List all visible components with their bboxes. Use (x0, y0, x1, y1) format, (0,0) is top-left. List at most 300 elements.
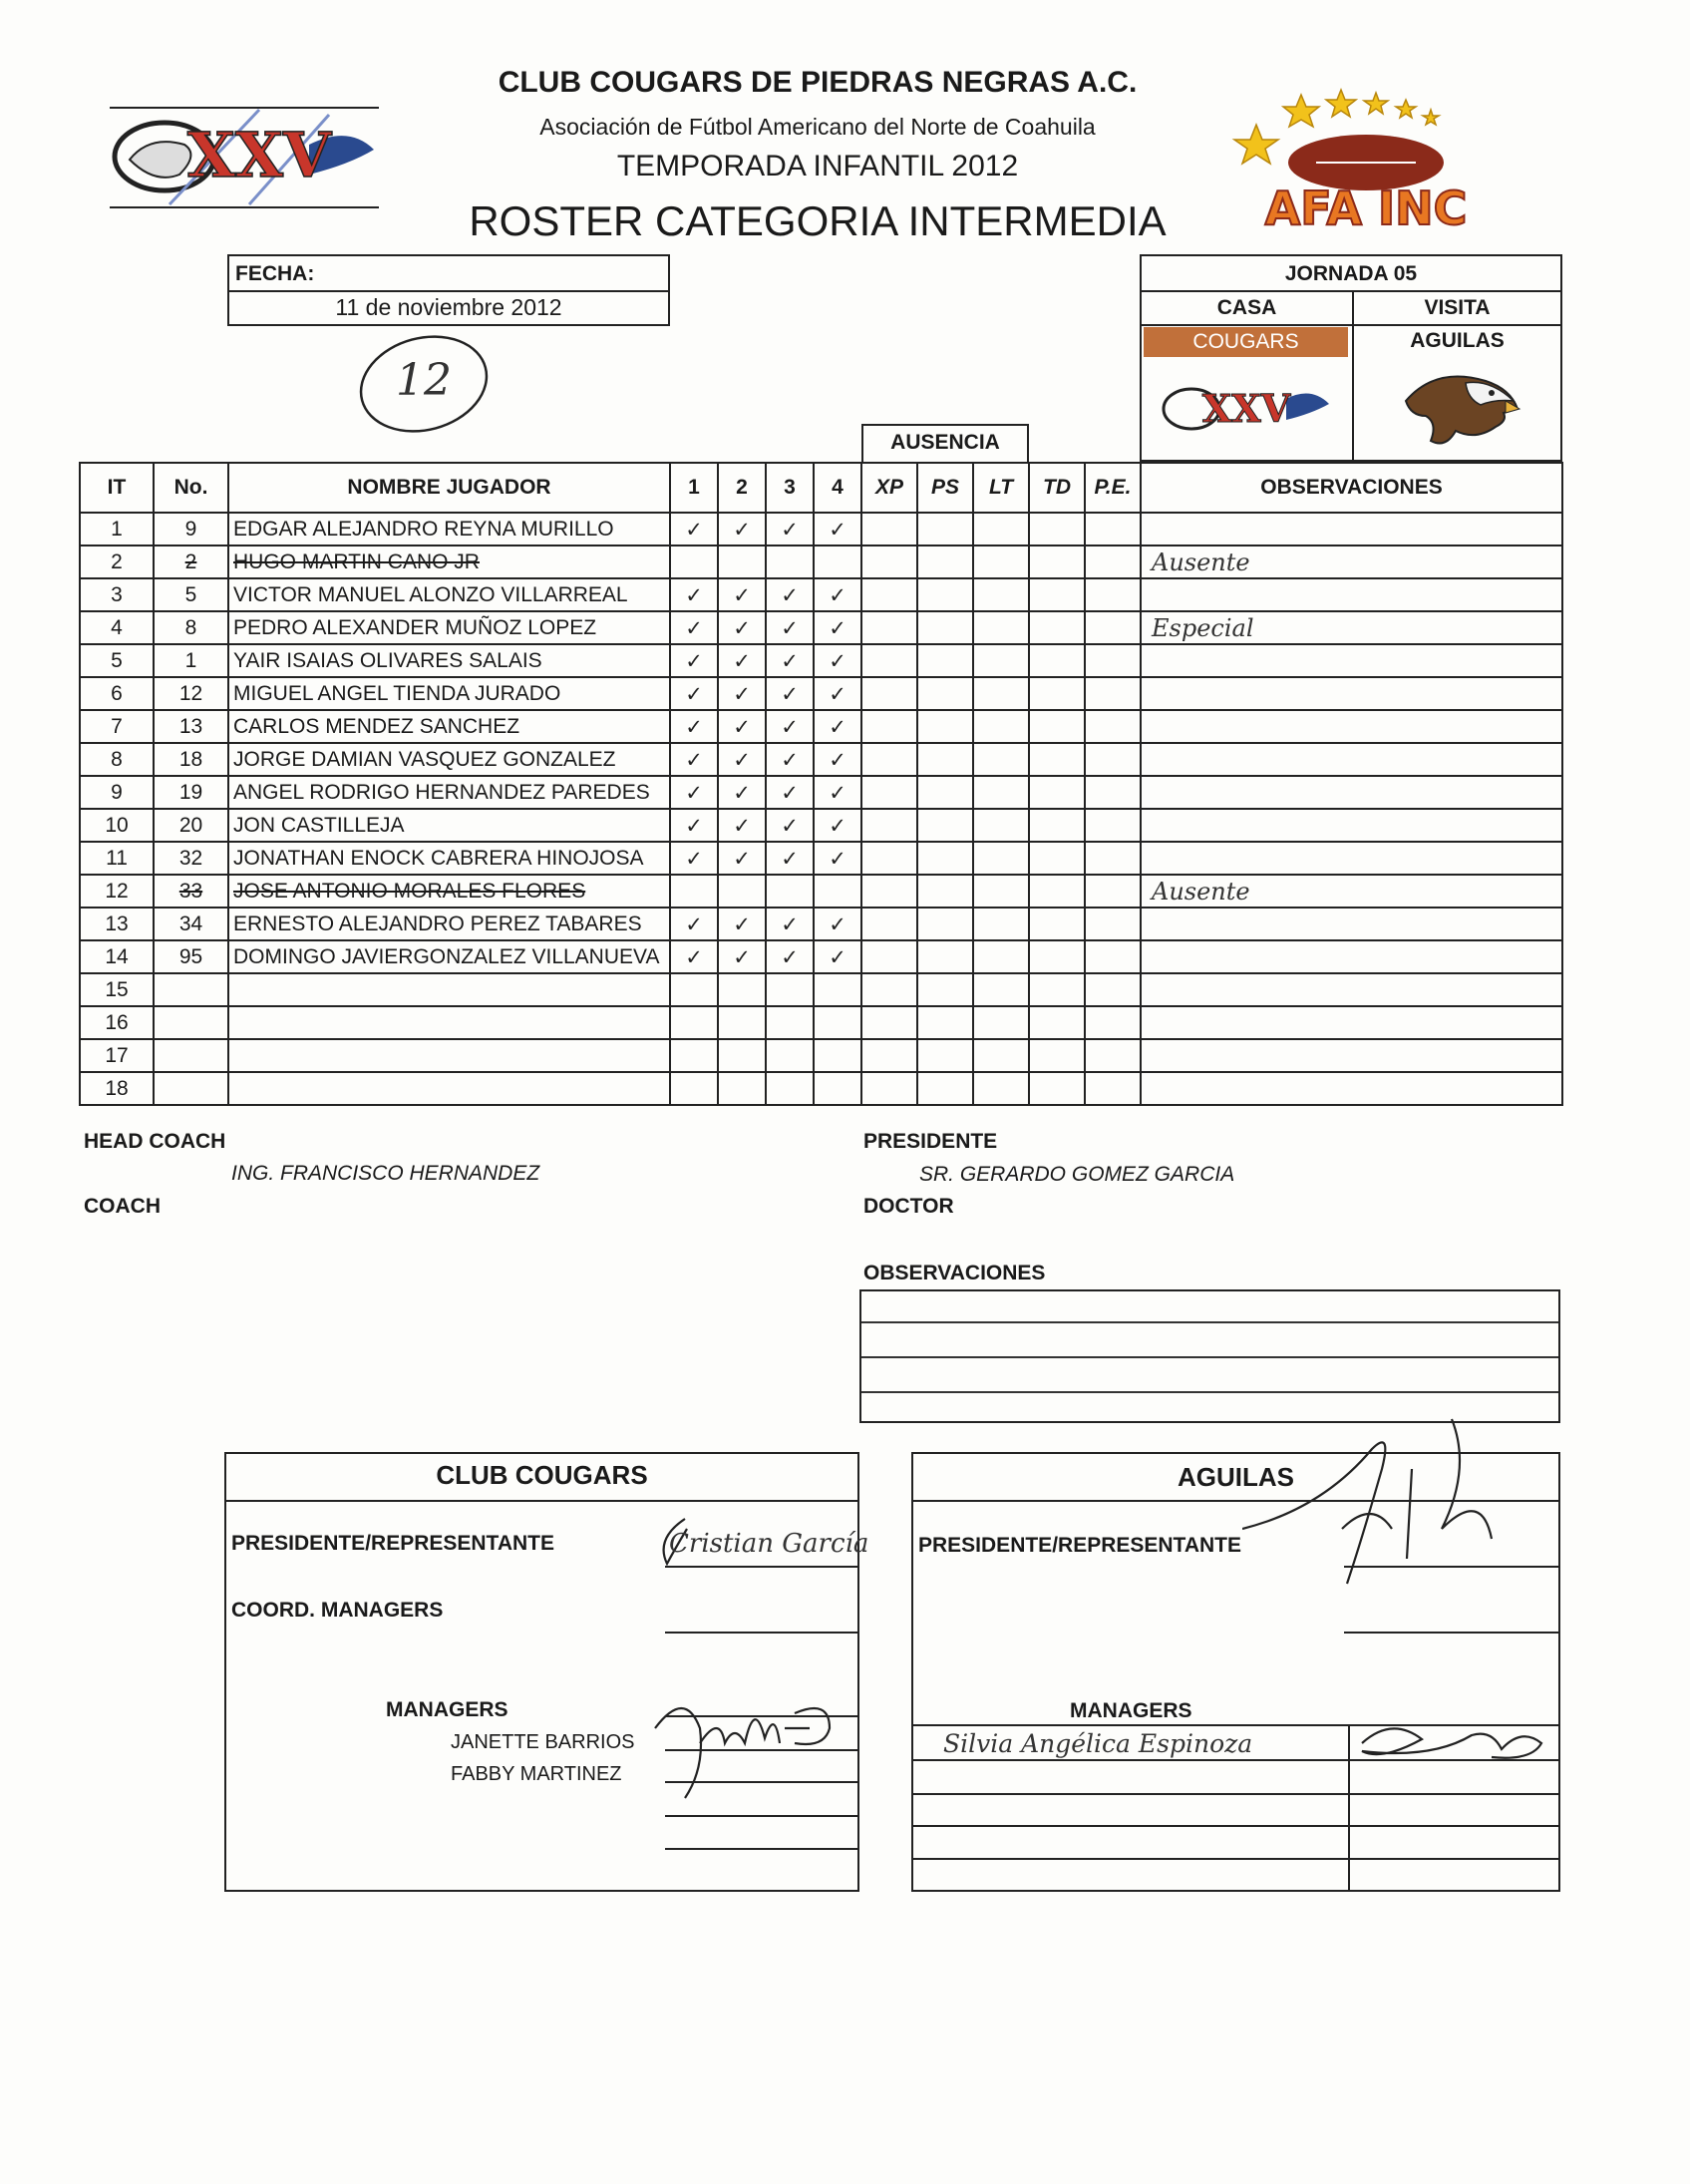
row-ausencia-cell (917, 1039, 973, 1072)
row-player-name (228, 1072, 670, 1105)
row-quarter-check: ✓ (766, 677, 814, 710)
row-ausencia-cell (1085, 940, 1141, 973)
fecha-value: 11 de noviembre 2012 (335, 294, 562, 320)
sign-away-presidente-label: PRESIDENTE/REPRESENTANTE (918, 1534, 1241, 1557)
row-quarter-check (670, 546, 718, 578)
row-quarter-check: ✓ (766, 578, 814, 611)
table-row (80, 1006, 1562, 1039)
row-number (154, 973, 228, 1006)
row-ausencia-cell (861, 743, 917, 776)
table-row (80, 973, 1562, 1006)
row-ausencia-cell (1029, 513, 1085, 546)
row-ausencia-cell (973, 973, 1029, 1006)
row-ausencia-cell (1029, 611, 1085, 644)
col-td: TD (1029, 463, 1085, 513)
row-ausencia-cell (1085, 1072, 1141, 1105)
sign-away-manager-handwritten: Silvia Angélica Espinoza (943, 1729, 1253, 1758)
row-ausencia-cell (917, 842, 973, 875)
col-it: IT (80, 463, 154, 513)
row-ausencia-cell (1085, 644, 1141, 677)
head-coach-name: ING. FRANCISCO HERNANDEZ (231, 1162, 540, 1185)
row-ausencia-cell (973, 743, 1029, 776)
row-quarter-check: ✓ (670, 710, 718, 743)
row-quarter-check: ✓ (766, 513, 814, 546)
row-ausencia-cell (1085, 1006, 1141, 1039)
roster-title: ROSTER CATEGORIA INTERMEDIA (469, 197, 1167, 244)
row-ausencia-cell (861, 973, 917, 1006)
sign-away-title: AGUILAS (1178, 1462, 1294, 1492)
row-it: 7 (80, 710, 154, 743)
sign-home-manager-2: FABBY MARTINEZ (451, 1763, 622, 1785)
row-ausencia-cell (973, 908, 1029, 940)
row-ausencia-cell (1085, 1039, 1141, 1072)
col-no: No. (154, 463, 228, 513)
row-ausencia-cell (861, 940, 917, 973)
row-number: 12 (154, 677, 228, 710)
row-it: 16 (80, 1006, 154, 1039)
row-quarter-check: ✓ (670, 513, 718, 546)
row-ausencia-cell (1029, 644, 1085, 677)
row-number: 8 (154, 611, 228, 644)
row-ausencia-cell (973, 513, 1029, 546)
col-q2: 2 (718, 463, 766, 513)
row-it: 13 (80, 908, 154, 940)
sign-box-away (911, 1452, 1560, 1892)
row-quarter-check (718, 973, 766, 1006)
row-quarter-check: ✓ (766, 611, 814, 644)
row-ausencia-cell (1085, 710, 1141, 743)
afa-logo (1226, 85, 1506, 234)
row-player-name: EDGAR ALEJANDRO REYNA MURILLO (228, 513, 670, 546)
table-row (80, 842, 1562, 875)
row-quarter-check (814, 1039, 861, 1072)
row-it: 4 (80, 611, 154, 644)
row-ausencia-cell (861, 776, 917, 809)
sign-home-presidente-signature: Cristian García (655, 1509, 854, 1569)
row-ausencia-cell (917, 546, 973, 578)
row-quarter-check: ✓ (814, 809, 861, 842)
table-row (80, 546, 1562, 578)
row-ausencia-cell (861, 809, 917, 842)
row-number: 95 (154, 940, 228, 973)
row-ausencia-cell (917, 644, 973, 677)
row-quarter-check: ✓ (718, 644, 766, 677)
row-player-name (228, 1039, 670, 1072)
row-quarter-check: ✓ (814, 908, 861, 940)
row-ausencia-cell (973, 710, 1029, 743)
table-row (80, 940, 1562, 973)
row-player-name: MIGUEL ANGEL TIENDA JURADO (228, 677, 670, 710)
row-ausencia-cell (917, 611, 973, 644)
row-quarter-check (766, 1072, 814, 1105)
circled-note (354, 329, 494, 439)
observaciones-box (859, 1289, 1560, 1423)
col-q1: 1 (670, 463, 718, 513)
row-ausencia-cell (917, 578, 973, 611)
row-observaciones (1141, 940, 1562, 973)
table-row (80, 809, 1562, 842)
club-logo (110, 105, 379, 214)
row-ausencia-cell (917, 710, 973, 743)
casa-logo (1162, 374, 1331, 444)
row-quarter-check: ✓ (718, 677, 766, 710)
row-quarter-check (718, 1039, 766, 1072)
row-quarter-check: ✓ (670, 578, 718, 611)
row-number (154, 1039, 228, 1072)
row-it: 9 (80, 776, 154, 809)
row-quarter-check: ✓ (814, 644, 861, 677)
row-ausencia-cell (973, 809, 1029, 842)
col-lt: LT (973, 463, 1029, 513)
row-observaciones (1141, 513, 1562, 546)
sign-home-presidente-label: PRESIDENTE/REPRESENTANTE (231, 1532, 554, 1555)
row-number: 9 (154, 513, 228, 546)
row-player-name (228, 1006, 670, 1039)
row-observaciones (1141, 677, 1562, 710)
row-ausencia-cell (1085, 578, 1141, 611)
row-quarter-check: ✓ (814, 776, 861, 809)
row-number: 18 (154, 743, 228, 776)
row-player-name: JORGE DAMIAN VASQUEZ GONZALEZ (228, 743, 670, 776)
row-quarter-check: ✓ (718, 908, 766, 940)
sign-away-presidente-signature (1242, 1409, 1502, 1589)
row-quarter-check (814, 875, 861, 908)
doctor-label: DOCTOR (863, 1195, 954, 1218)
row-quarter-check (766, 546, 814, 578)
row-observaciones: Ausente (1141, 875, 1562, 908)
row-number (154, 1006, 228, 1039)
row-quarter-check: ✓ (766, 710, 814, 743)
sign-home-managers-signature (645, 1688, 845, 1803)
row-quarter-check (718, 1006, 766, 1039)
row-ausencia-cell (1029, 809, 1085, 842)
row-ausencia-cell (1085, 809, 1141, 842)
row-quarter-check: ✓ (670, 809, 718, 842)
row-ausencia-cell (1029, 1039, 1085, 1072)
row-quarter-check: ✓ (814, 677, 861, 710)
row-ausencia-cell (1029, 908, 1085, 940)
row-player-name: ANGEL RODRIGO HERNANDEZ PAREDES (228, 776, 670, 809)
visita-label: VISITA (1424, 296, 1491, 319)
row-ausencia-cell (861, 842, 917, 875)
row-ausencia-cell (861, 546, 917, 578)
row-ausencia-cell (917, 973, 973, 1006)
sign-home-managers-label: MANAGERS (386, 1698, 508, 1721)
table-row (80, 611, 1562, 644)
row-quarter-check: ✓ (718, 513, 766, 546)
row-it: 14 (80, 940, 154, 973)
row-ausencia-cell (1085, 677, 1141, 710)
row-ausencia-cell (973, 1039, 1029, 1072)
row-quarter-check: ✓ (670, 776, 718, 809)
sign-home-manager-1: JANETTE BARRIOS (451, 1731, 635, 1753)
table-row (80, 513, 1562, 546)
casa-label: CASA (1216, 296, 1277, 319)
row-quarter-check (718, 875, 766, 908)
coach-label: COACH (84, 1195, 161, 1218)
row-observaciones (1141, 743, 1562, 776)
row-quarter-check: ✓ (814, 611, 861, 644)
row-ausencia-cell (1085, 842, 1141, 875)
row-player-name: ERNESTO ALEJANDRO PEREZ TABARES (228, 908, 670, 940)
row-observaciones (1141, 578, 1562, 611)
row-quarter-check: ✓ (670, 677, 718, 710)
row-player-name: DOMINGO JAVIERGONZALEZ VILLANUEVA (228, 940, 670, 973)
row-ausencia-cell (917, 677, 973, 710)
row-ausencia-cell (973, 578, 1029, 611)
row-ausencia-cell (1085, 611, 1141, 644)
row-quarter-check: ✓ (670, 743, 718, 776)
row-ausencia-cell (973, 546, 1029, 578)
row-observaciones (1141, 842, 1562, 875)
row-ausencia-cell (973, 875, 1029, 908)
row-ausencia-cell (861, 1006, 917, 1039)
row-ausencia-cell (1029, 776, 1085, 809)
row-ausencia-cell (861, 578, 917, 611)
table-row (80, 776, 1562, 809)
roster-header-row (80, 463, 1562, 513)
row-quarter-check (670, 973, 718, 1006)
col-q4: 4 (814, 463, 861, 513)
row-it: 17 (80, 1039, 154, 1072)
season-title: TEMPORADA INFANTIL 2012 (616, 150, 1019, 182)
row-number: 5 (154, 578, 228, 611)
row-ausencia-cell (1029, 973, 1085, 1006)
row-number: 13 (154, 710, 228, 743)
row-quarter-check (670, 1006, 718, 1039)
head-coach-label: HEAD COACH (84, 1130, 226, 1153)
row-ausencia-cell (1085, 513, 1141, 546)
row-quarter-check (814, 546, 861, 578)
row-ausencia-cell (861, 908, 917, 940)
row-ausencia-cell (917, 809, 973, 842)
casa-team: COUGARS (1144, 327, 1348, 357)
row-player-name: YAIR ISAIAS OLIVARES SALAIS (228, 644, 670, 677)
row-ausencia-cell (1029, 743, 1085, 776)
row-ausencia-cell (861, 611, 917, 644)
table-row (80, 1039, 1562, 1072)
table-row (80, 875, 1562, 908)
row-ausencia-cell (1029, 677, 1085, 710)
row-quarter-check (814, 1072, 861, 1105)
ausencia-header (861, 424, 1029, 464)
row-quarter-check: ✓ (718, 611, 766, 644)
row-ausencia-cell (917, 1072, 973, 1105)
row-observaciones (1141, 710, 1562, 743)
row-ausencia-cell (1029, 710, 1085, 743)
casa-logo-text: XXV (1201, 386, 1291, 431)
col-q3: 3 (766, 463, 814, 513)
row-it: 2 (80, 546, 154, 578)
roster-table (79, 462, 1563, 1106)
row-observaciones: Especial (1141, 611, 1562, 644)
aguilas-logo (1396, 361, 1525, 451)
col-ps: PS (917, 463, 973, 513)
row-observaciones (1141, 1039, 1562, 1072)
row-quarter-check: ✓ (766, 776, 814, 809)
row-ausencia-cell (973, 644, 1029, 677)
fecha-label: FECHA: (235, 262, 315, 285)
row-quarter-check: ✓ (814, 842, 861, 875)
row-number: 32 (154, 842, 228, 875)
row-it: 11 (80, 842, 154, 875)
row-ausencia-cell (1029, 546, 1085, 578)
row-ausencia-cell (973, 842, 1029, 875)
row-quarter-check: ✓ (718, 809, 766, 842)
row-ausencia-cell (861, 710, 917, 743)
row-it: 1 (80, 513, 154, 546)
club-name: CLUB COUGARS DE PIEDRAS NEGRAS A.C. (498, 66, 1138, 99)
row-ausencia-cell (917, 513, 973, 546)
table-row (80, 677, 1562, 710)
row-number: 33 (154, 875, 228, 908)
row-observaciones (1141, 973, 1562, 1006)
row-quarter-check (766, 1006, 814, 1039)
row-ausencia-cell (1085, 875, 1141, 908)
row-ausencia-cell (973, 611, 1029, 644)
presidente-label: PRESIDENTE (863, 1130, 998, 1153)
row-ausencia-cell (917, 1006, 973, 1039)
row-quarter-check (718, 1072, 766, 1105)
row-ausencia-cell (861, 875, 917, 908)
jornada-title: JORNADA 05 (1284, 262, 1418, 285)
row-quarter-check (814, 1006, 861, 1039)
table-row (80, 710, 1562, 743)
table-row (80, 908, 1562, 940)
row-player-name: HUGO MARTIN CANO JR (228, 546, 670, 578)
row-observaciones (1141, 776, 1562, 809)
row-player-name: JONATHAN ENOCK CABRERA HINOJOSA (228, 842, 670, 875)
club-logo-text: XXV (186, 119, 332, 191)
row-quarter-check (814, 973, 861, 1006)
row-quarter-check: ✓ (814, 513, 861, 546)
table-row (80, 1072, 1562, 1105)
row-quarter-check: ✓ (670, 644, 718, 677)
col-xp: XP (861, 463, 917, 513)
row-it: 12 (80, 875, 154, 908)
row-ausencia-cell (917, 743, 973, 776)
table-row (80, 644, 1562, 677)
row-quarter-check (766, 1039, 814, 1072)
row-quarter-check (670, 875, 718, 908)
row-quarter-check (670, 1072, 718, 1105)
row-ausencia-cell (1085, 973, 1141, 1006)
row-ausencia-cell (1029, 940, 1085, 973)
row-ausencia-cell (917, 776, 973, 809)
sign-away-managers-label: MANAGERS (1070, 1699, 1192, 1722)
presidente-name: SR. GERARDO GOMEZ GARCIA (919, 1163, 1235, 1186)
row-ausencia-cell (973, 1006, 1029, 1039)
row-quarter-check: ✓ (814, 940, 861, 973)
fecha-box (227, 254, 670, 326)
row-number: 2 (154, 546, 228, 578)
row-observaciones (1141, 644, 1562, 677)
row-quarter-check (766, 875, 814, 908)
row-ausencia-cell (1029, 1006, 1085, 1039)
row-ausencia-cell (861, 513, 917, 546)
row-quarter-check: ✓ (814, 710, 861, 743)
row-it: 5 (80, 644, 154, 677)
row-player-name: CARLOS MENDEZ SANCHEZ (228, 710, 670, 743)
col-observaciones: OBSERVACIONES (1141, 463, 1562, 513)
row-number: 34 (154, 908, 228, 940)
row-ausencia-cell (1029, 578, 1085, 611)
row-quarter-check: ✓ (766, 908, 814, 940)
row-it: 18 (80, 1072, 154, 1105)
row-ausencia-cell (861, 644, 917, 677)
row-ausencia-cell (1085, 743, 1141, 776)
row-quarter-check (670, 1039, 718, 1072)
row-ausencia-cell (1029, 875, 1085, 908)
row-ausencia-cell (1029, 842, 1085, 875)
row-quarter-check: ✓ (670, 908, 718, 940)
observaciones-label: OBSERVACIONES (863, 1262, 1046, 1284)
row-ausencia-cell (861, 677, 917, 710)
circled-note-text: 12 (396, 355, 452, 406)
row-quarter-check: ✓ (718, 578, 766, 611)
row-quarter-check: ✓ (814, 743, 861, 776)
row-ausencia-cell (973, 776, 1029, 809)
row-it: 6 (80, 677, 154, 710)
row-observaciones: Ausente (1141, 546, 1562, 578)
sign-home-title: CLUB COUGARS (436, 1460, 648, 1490)
row-quarter-check: ✓ (670, 940, 718, 973)
ausencia-label: AUSENCIA (890, 431, 1000, 454)
row-it: 8 (80, 743, 154, 776)
row-number (154, 1072, 228, 1105)
row-player-name: JON CASTILLEJA (228, 809, 670, 842)
sign-home-coord-label: COORD. MANAGERS (231, 1599, 444, 1622)
row-number: 20 (154, 809, 228, 842)
row-quarter-check: ✓ (766, 743, 814, 776)
row-quarter-check: ✓ (670, 842, 718, 875)
row-it: 3 (80, 578, 154, 611)
row-quarter-check: ✓ (766, 809, 814, 842)
row-number: 1 (154, 644, 228, 677)
row-quarter-check: ✓ (718, 743, 766, 776)
row-ausencia-cell (973, 1072, 1029, 1105)
visita-team: AGUILAS (1410, 329, 1505, 352)
row-observaciones (1141, 908, 1562, 940)
afa-logo-text: AFA INC (1264, 182, 1468, 234)
row-ausencia-cell (973, 677, 1029, 710)
row-quarter-check: ✓ (766, 842, 814, 875)
row-observaciones (1141, 1072, 1562, 1105)
row-ausencia-cell (861, 1072, 917, 1105)
col-pe: P.E. (1085, 463, 1141, 513)
row-it: 15 (80, 973, 154, 1006)
row-quarter-check: ✓ (718, 776, 766, 809)
row-player-name (228, 973, 670, 1006)
row-quarter-check: ✓ (718, 710, 766, 743)
row-quarter-check (766, 973, 814, 1006)
table-row (80, 578, 1562, 611)
row-ausencia-cell (1085, 546, 1141, 578)
sign-box-home (224, 1452, 869, 1892)
row-number: 19 (154, 776, 228, 809)
row-ausencia-cell (1085, 908, 1141, 940)
jornada-box (1140, 254, 1562, 462)
row-quarter-check: ✓ (670, 611, 718, 644)
row-ausencia-cell (917, 908, 973, 940)
row-ausencia-cell (1085, 776, 1141, 809)
table-row (80, 743, 1562, 776)
row-observaciones (1141, 1006, 1562, 1039)
association-name: Asociación de Fútbol Americano del Norte de Coahuila (539, 114, 1096, 140)
row-ausencia-cell (973, 940, 1029, 973)
row-quarter-check: ✓ (718, 940, 766, 973)
row-quarter-check: ✓ (766, 644, 814, 677)
